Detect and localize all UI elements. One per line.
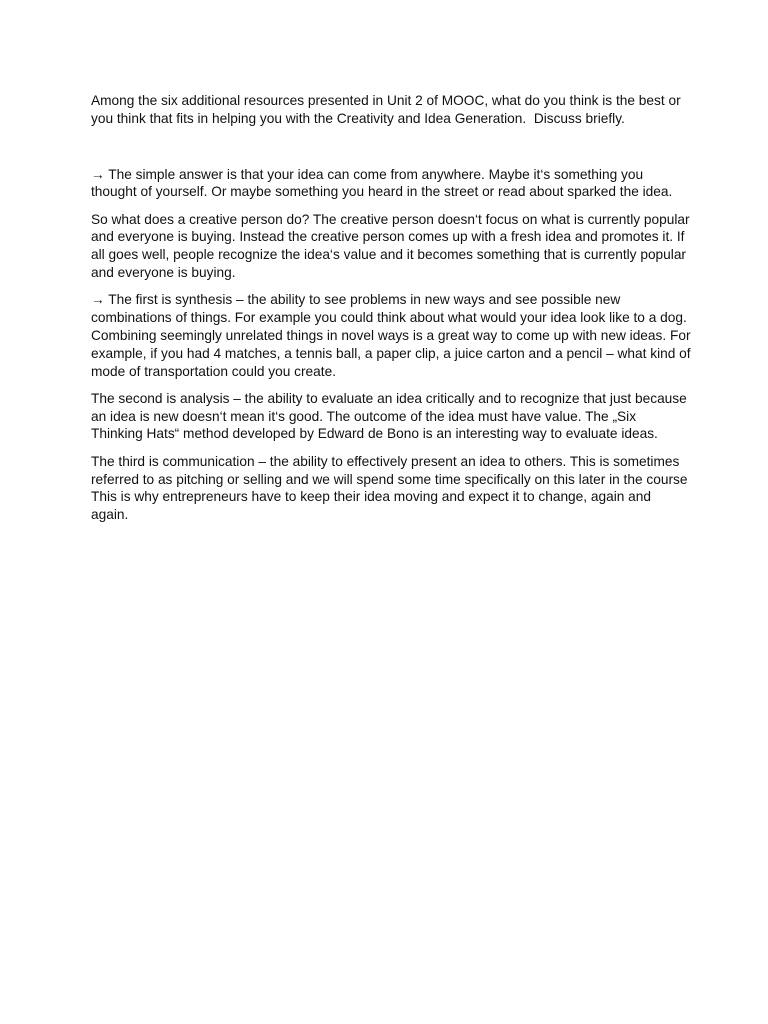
- answer-paragraph-synthesis: → The first is synthesis – the ability to see problems in new ways and see possible new combinations of things. For example you could think about what would your idea look like to a dog. Combining seemingly unrelated things in novel ways is a great way to come up with new ideas. For example, if you had 4 matches, a tennis ball, a paper clip, a juice carton and a pencil – what kind of mode of transportation could you create.: [91, 292, 691, 379]
- document-body: [91, 92, 691, 533]
- answer-paragraph-analysis: The second is analysis – the ability to evaluate an idea critically and to recognize that just because an idea is new doesn‘t mean it‘s good. The outcome of the idea must have value. The „Six Thinking Hats“ method developed by Edward de Bono is an interesting way to evaluate ideas.: [91, 390, 687, 442]
- answer-paragraph-creative-person: So what does a creative person do? The creative person doesn‘t focus on what is currently popular and everyone is buying. Instead the creative person comes up with a fresh idea and promotes it. If all goes well, people recognize the idea‘s value and it becomes something that is currently popular and everyone is buying.: [91, 211, 690, 281]
- question-prompt: Among the six additional resources presented in Unit 2 of MOOC, what do you think is the best or you think that fits in helping you with the Creativity and Idea Generation. Discuss briefly.: [91, 93, 685, 126]
- answer-paragraph-communication: The third is communication – the ability to effectively present an idea to others. This is sometimes referred to as pitching or selling and we will spend some time specifically on this later in the course This is why entrepreneurs have to keep their idea moving and expect it to change, again and again.: [91, 453, 688, 523]
- answer-paragraph-idea-source: → The simple answer is that your idea can come from anywhere. Maybe it‘s something you thought of yourself. Or maybe something you heard in the street or read about sparked the idea.: [91, 166, 673, 200]
